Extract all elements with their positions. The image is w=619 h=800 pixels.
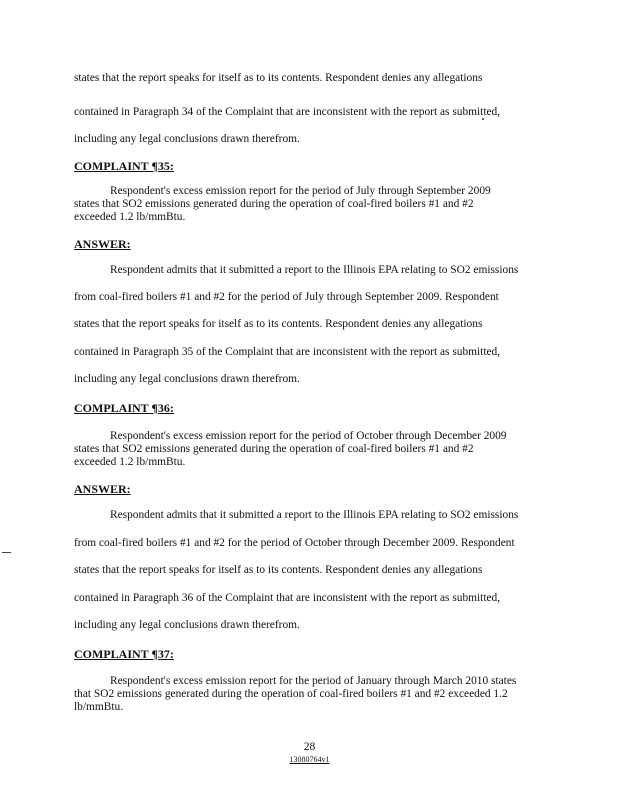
answer-34-line-2: contained in Paragraph 34 of the Complaint that are inconsistent with the report as submitted, [74,106,501,118]
complaint-35-heading: COMPLAINT ¶35: [74,159,174,173]
complaint-36-line-3: exceeded 1.2 lb/mmBtu. [74,456,186,468]
complaint-36-line-1: Respondent's excess emission report for the period of October through December 2009 [110,430,507,442]
answer-36-line-2: from coal-fired boilers #1 and #2 for the period of October through December 2009. Respondent [74,537,515,549]
answer-36-line-3: states that the report speaks for itself as to its contents. Respondent denies any allegations [74,564,483,576]
complaint-35-line-1: Respondent's excess emission report for the period of July through September 2009 [110,185,491,197]
answer-35-heading: ANSWER: [74,237,131,251]
answer-35-line-5: including any legal conclusions drawn therefrom. [74,373,300,385]
answer-36-line-1: Respondent admits that it submitted a report to the Illinois EPA relating to SO2 emissions [110,509,519,521]
complaint-36-heading: COMPLAINT ¶36: [74,401,174,415]
answer-36-heading: ANSWER: [74,482,131,496]
complaint-37-line-1: Respondent's excess emission report for the period of January through March 2010 states [110,675,517,687]
answer-35-line-4: contained in Paragraph 35 of the Complaint that are inconsistent with the report as submitted, [74,346,501,358]
answer-35-line-1: Respondent admits that it submitted a report to the Illinois EPA relating to SO2 emissions [110,264,519,276]
complaint-36-line-2: states that SO2 emissions generated during the operation of coal-fired boilers #1 and #2 [74,443,474,455]
scan-speck [482,118,484,120]
answer-34-line-1: states that the report speaks for itself as to its contents. Respondent denies any allegations [74,72,483,84]
document-id: 13080764v1 [289,755,330,764]
complaint-37-line-3: lb/mmBtu. [74,701,124,713]
page-number: 28 [303,741,316,753]
complaint-37-heading: COMPLAINT ¶37: [74,647,174,661]
answer-36-line-5: including any legal conclusions drawn therefrom. [74,619,300,631]
answer-35-line-3: states that the report speaks for itself as to its contents. Respondent denies any allegations [74,318,483,330]
margin-mark [2,552,11,553]
answer-35-line-2: from coal-fired boilers #1 and #2 for the period of July through September 2009. Respondent [74,291,499,303]
complaint-35-line-3: exceeded 1.2 lb/mmBtu. [74,211,186,223]
complaint-37-line-2: that SO2 emissions generated during the operation of coal-fired boilers #1 and #2 exceeded 1.2 [74,688,508,700]
answer-36-line-4: contained in Paragraph 36 of the Complaint that are inconsistent with the report as submitted, [74,592,501,604]
complaint-35-line-2: states that SO2 emissions generated during the operation of coal-fired boilers #1 and #2 [74,198,474,210]
answer-34-line-3: including any legal conclusions drawn therefrom. [74,133,300,145]
